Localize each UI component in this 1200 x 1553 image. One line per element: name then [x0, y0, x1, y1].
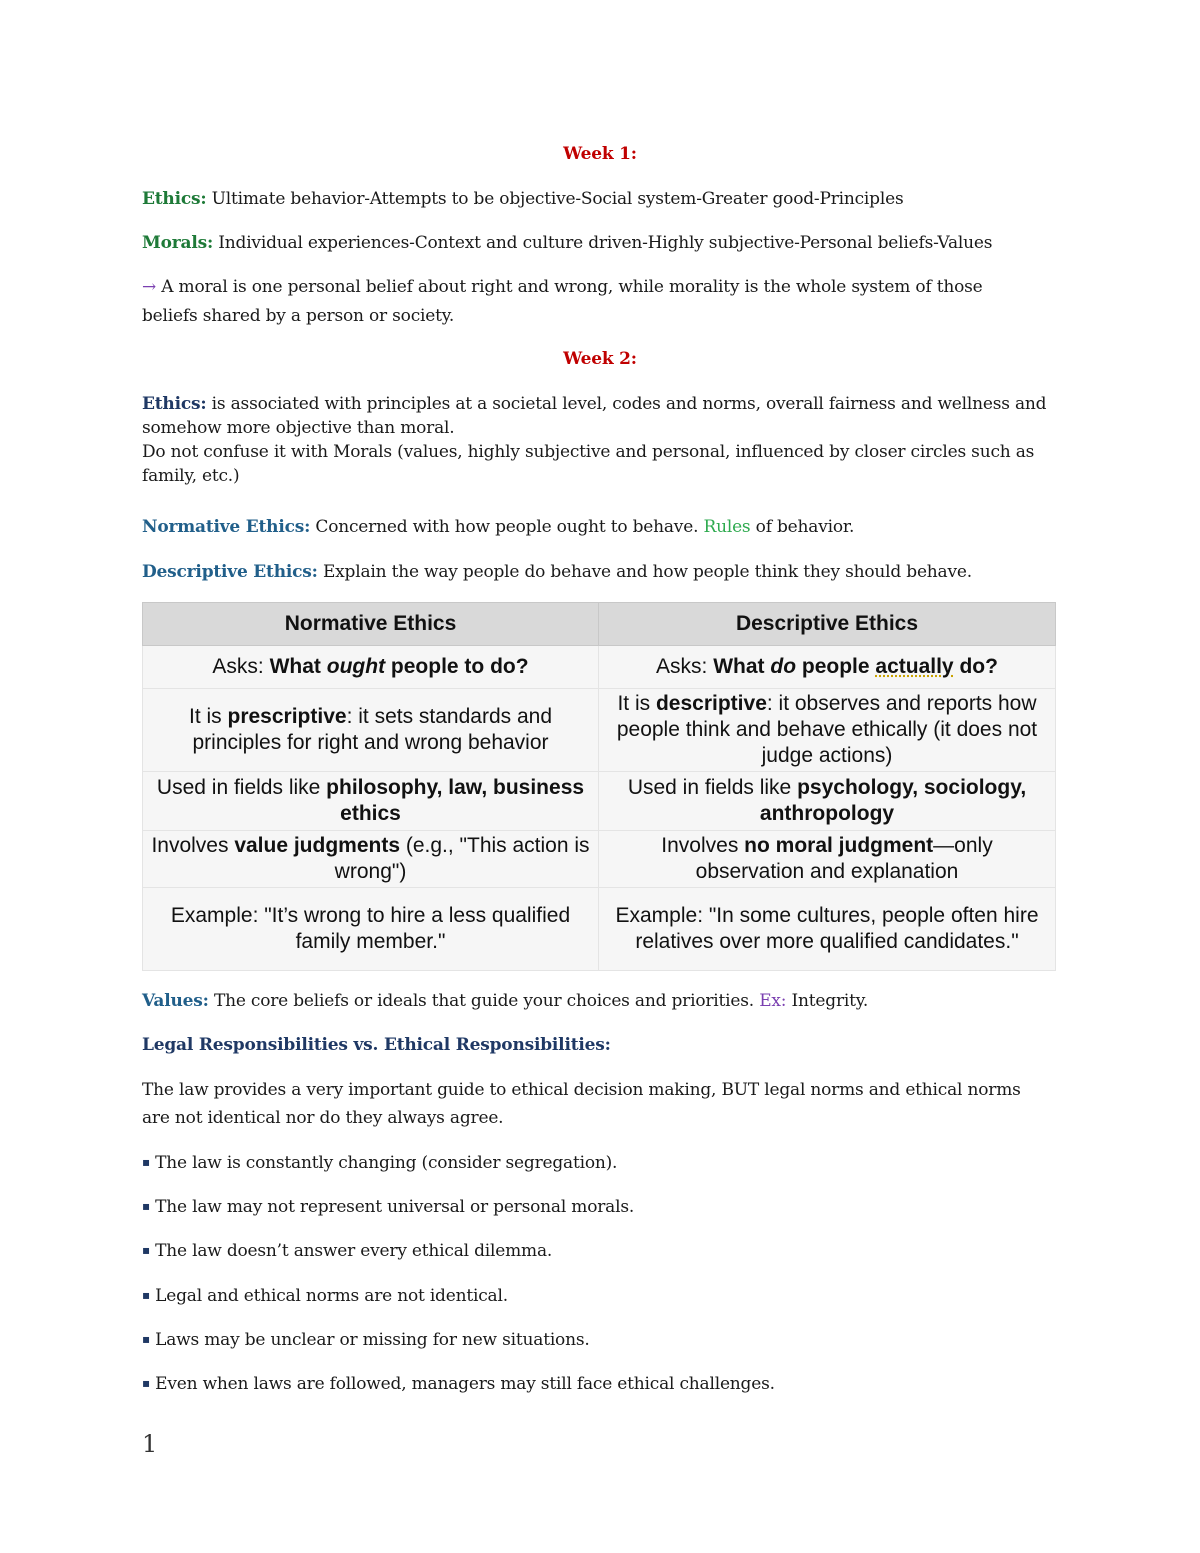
table-row	[143, 646, 1056, 689]
week2-heading: Week 2:	[563, 349, 637, 369]
table-cell: Asks: What do people actually do?	[599, 646, 1056, 689]
week2-ethics-text: is associated with principles at a societal level, codes and norms, overall fairness and wellness and somehow more objective than moral.	[142, 394, 1047, 438]
week2-ethics-paragraph	[142, 392, 1062, 488]
table-cell: Used in fields like philosophy, law, business ethics	[143, 772, 599, 831]
normative-line	[142, 513, 1062, 541]
list-item: ▪ The law may not represent universal or personal morals.	[142, 1197, 635, 1217]
table-header-normative: Normative Ethics	[143, 603, 599, 646]
list-item: ▪ The law doesn’t answer every ethical dilemma.	[142, 1241, 553, 1261]
table-header-descriptive: Descriptive Ethics	[599, 603, 1056, 646]
values-text: The core beliefs or ideals that guide your choices and priorities.	[208, 991, 760, 1011]
week1-ethics-label: Ethics:	[142, 189, 207, 209]
week2-ethics-label: Ethics:	[142, 394, 207, 414]
table-cell: Asks: What ought people to do?	[143, 646, 599, 689]
week1-ethics-text: Ultimate behavior-Attempts to be objective-Social system-Greater good-Principles	[206, 189, 904, 209]
descriptive-line	[142, 558, 1062, 586]
table-cell: Involves value judgments (e.g., "This action is wrong")	[143, 831, 599, 888]
bullet-icon: ▪	[142, 1199, 150, 1213]
table-cell: Involves no moral judgment—only observation and explanation	[599, 831, 1056, 888]
bullet-icon: ▪	[142, 1376, 150, 1390]
table-row	[143, 689, 1056, 772]
table-row	[143, 888, 1056, 971]
bullet-icon: ▪	[142, 1155, 150, 1169]
table-cell: It is prescriptive: it sets standards and principles for right and wrong behavior	[143, 689, 599, 772]
ethics-comparison-table	[142, 602, 1056, 971]
page-number: 1	[142, 1430, 158, 1458]
table-cell: Example: "In some cultures, people often hire relatives over more qualified candidates."	[599, 888, 1056, 971]
list-item: ▪ Laws may be unclear or missing for new situations.	[142, 1330, 590, 1350]
table-cell: It is descriptive: it observes and reports how people think and behave ethically (it does not judge actions)	[599, 689, 1056, 772]
legal-intro-line2: are not identical nor do they always agree.	[142, 1108, 504, 1128]
ex-text: Integrity.	[786, 991, 869, 1011]
arrow-icon: →	[142, 277, 157, 297]
week1-morals-text: Individual experiences-Context and culture driven-Highly subjective-Personal beliefs-Values	[213, 233, 993, 253]
descriptive-label: Descriptive Ethics:	[142, 562, 318, 582]
rules-word: Rules	[703, 517, 751, 537]
bullet-icon: ▪	[142, 1243, 150, 1257]
bullet-icon: ▪	[142, 1288, 150, 1302]
list-item: ▪ Legal and ethical norms are not identical.	[142, 1286, 508, 1306]
normative-tail: of behavior.	[750, 517, 855, 537]
week1-morals-label: Morals:	[142, 233, 214, 253]
bullet-icon: ▪	[142, 1332, 150, 1346]
week1-morals-line	[142, 229, 1062, 257]
ex-label: Ex:	[759, 991, 787, 1011]
table-cell: Used in fields like psychology, sociology, anthropology	[599, 772, 1056, 831]
table-row	[143, 772, 1056, 831]
list-item: ▪ The law is constantly changing (consider segregation).	[142, 1153, 618, 1173]
values-line	[142, 987, 1062, 1015]
week1-note-line2: beliefs shared by a person or society.	[142, 306, 455, 326]
values-label: Values:	[142, 991, 209, 1011]
table-header-row	[143, 603, 1056, 646]
descriptive-text: Explain the way people do behave and how people think they should behave.	[317, 562, 972, 582]
week1-note-line1	[142, 273, 1062, 301]
normative-text: Concerned with how people ought to behave.	[310, 517, 704, 537]
table-row	[143, 831, 1056, 888]
list-item: ▪ Even when laws are followed, managers may still face ethical challenges.	[142, 1374, 775, 1394]
week1-note-text1: A moral is one personal belief about right and wrong, while morality is the whole system of those	[156, 277, 983, 297]
table-cell: Example: "It’s wrong to hire a less qualified family member."	[143, 888, 599, 971]
week2-confuse-text: Do not confuse it with Morals (values, highly subjective and personal, influenced by closer circles such as family, etc.)	[142, 442, 1035, 486]
week1-ethics-line	[142, 185, 1062, 213]
normative-label: Normative Ethics:	[142, 517, 311, 537]
week1-heading: Week 1:	[563, 144, 637, 164]
legal-heading: Legal Responsibilities vs. Ethical Responsibilities:	[142, 1035, 611, 1055]
legal-intro-line1: The law provides a very important guide to ethical decision making, BUT legal norms and ethical norms	[142, 1080, 1021, 1100]
